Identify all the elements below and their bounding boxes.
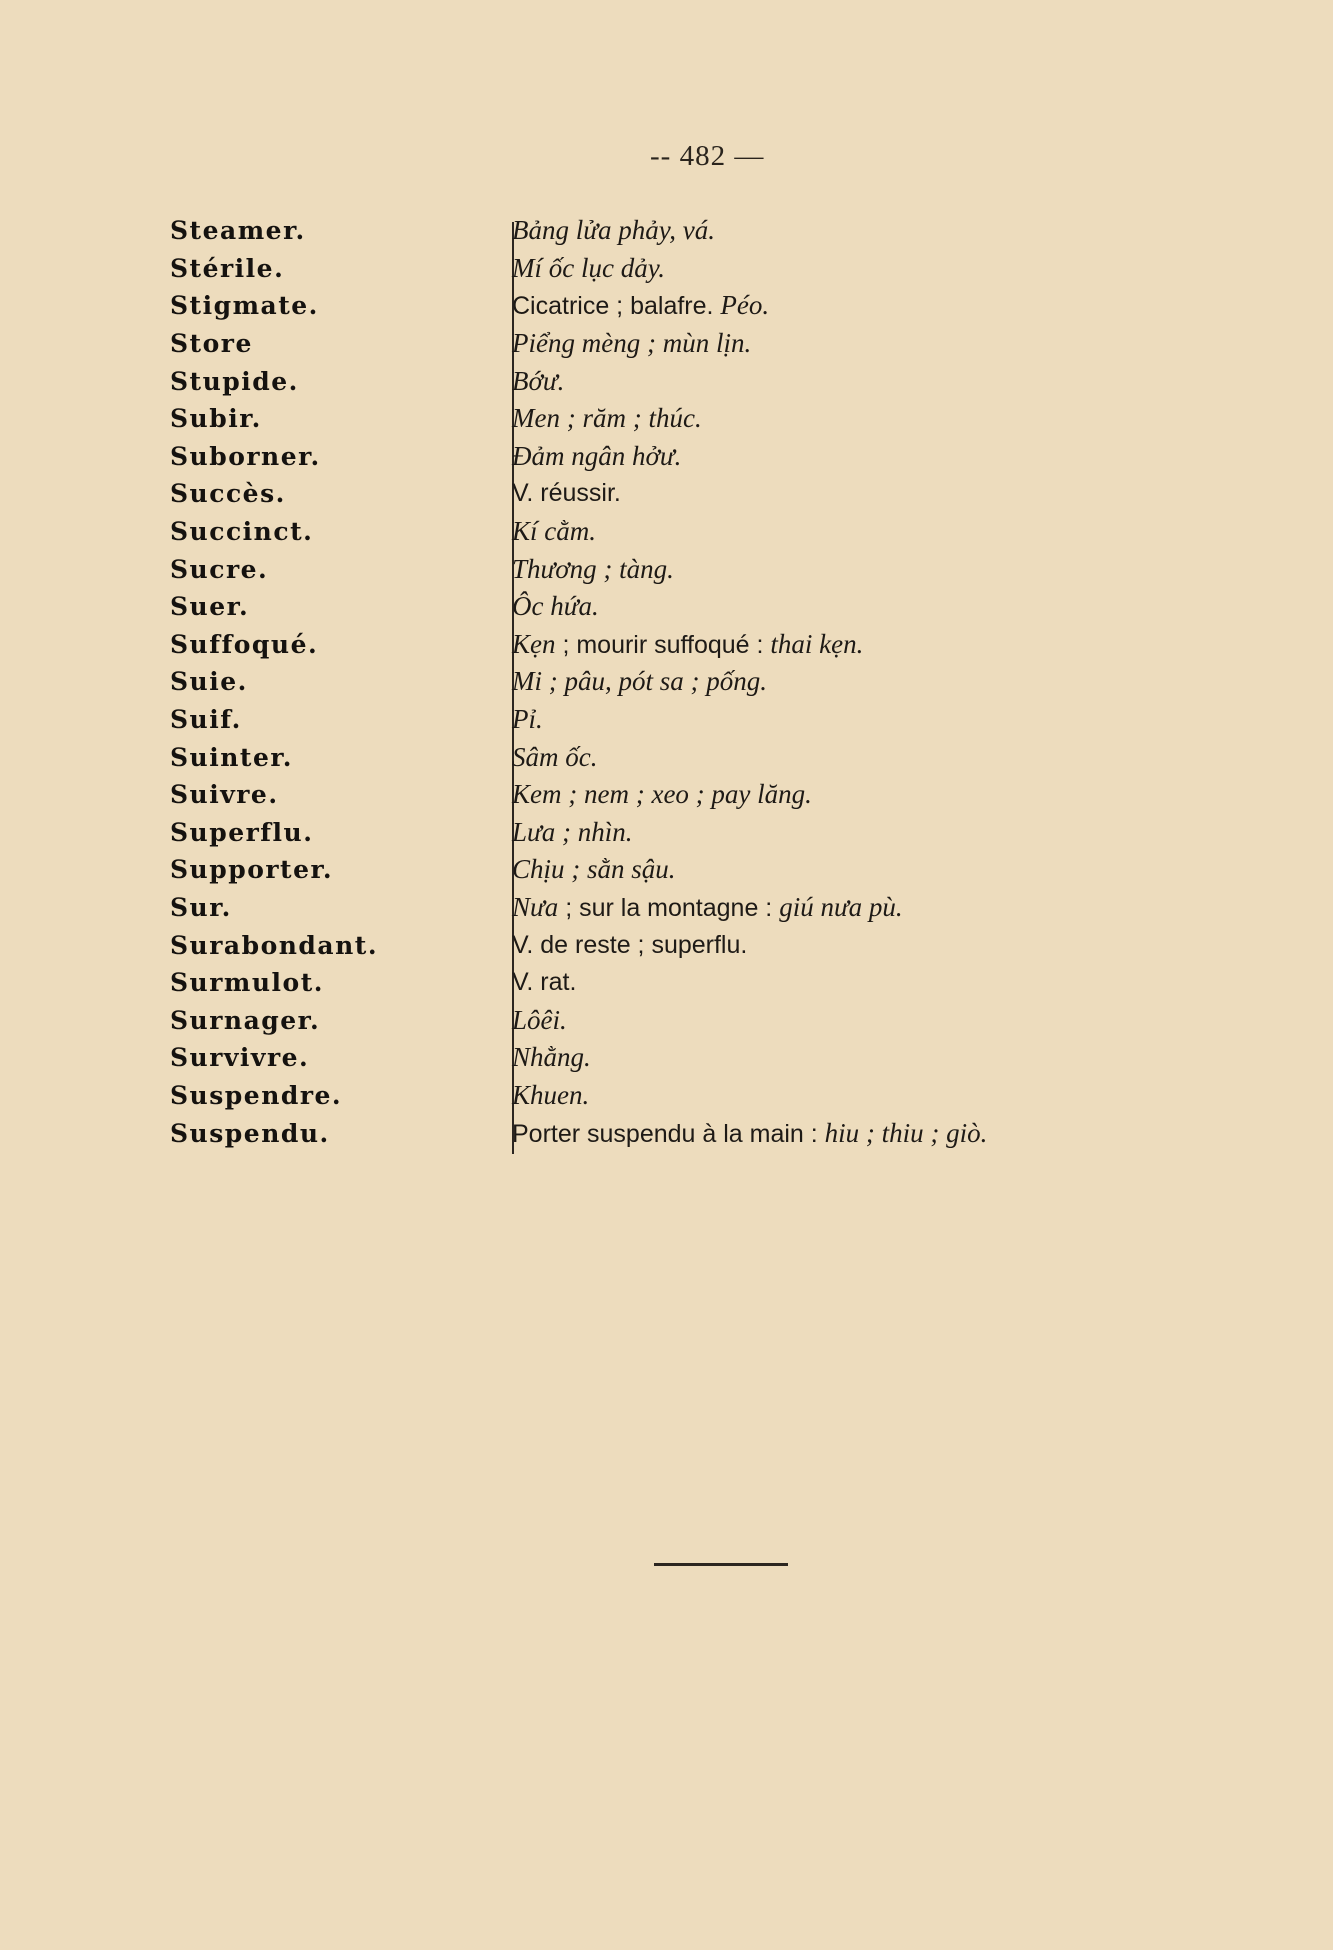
entry-headword: Sur.: [170, 892, 232, 922]
entry-definition: [512, 1118, 987, 1149]
entry-headword: Surabondant.: [170, 930, 379, 960]
definition-translation: Péo.: [720, 290, 770, 321]
entry-definition: [512, 1005, 567, 1036]
entry-definition: [512, 629, 863, 660]
dictionary-entry: [170, 926, 1170, 964]
dictionary-entry: [170, 1039, 1170, 1077]
entry-headword: Suborner.: [170, 441, 321, 471]
entry-definition: [512, 968, 576, 997]
entry-definition: [512, 854, 676, 885]
dictionary-entry: [170, 738, 1170, 776]
dictionary-entry: [170, 438, 1170, 476]
entry-headword: Succinct.: [170, 517, 314, 547]
dictionary-entry: [170, 663, 1170, 701]
entry-definition: [512, 215, 715, 246]
definition-translation: Bảng lửa phảy, vá.: [512, 215, 715, 246]
dictionary-entry: [170, 814, 1170, 852]
dictionary-entries: [170, 212, 1170, 1152]
dictionary-entry: [170, 1114, 1170, 1152]
entry-definition: [512, 1080, 589, 1111]
entry-headword: Suie.: [170, 667, 248, 697]
definition-text: Cicatrice ; balafre.: [512, 292, 721, 321]
dictionary-entry: [170, 889, 1170, 927]
entry-definition: [512, 666, 767, 697]
definition-translation: Mí ốc lục dảy.: [512, 252, 665, 283]
entry-definition: [512, 931, 747, 960]
entry-definition: [512, 366, 564, 397]
definition-translation: Đảm ngân hởư.: [512, 440, 682, 471]
dictionary-entry: [170, 325, 1170, 363]
dictionary-entry: [170, 1077, 1170, 1115]
definition-translation: giú nưa pù.: [779, 891, 903, 922]
entry-headword: Sucre.: [170, 554, 269, 584]
dictionary-entry: [170, 964, 1170, 1002]
dictionary-entry: [170, 475, 1170, 513]
dictionary-entry: [170, 250, 1170, 288]
entry-headword: Suif.: [170, 705, 242, 735]
dictionary-entry: [170, 1001, 1170, 1039]
definition-text: V. rat.: [512, 968, 577, 997]
entry-headword: Stigmate.: [170, 291, 319, 321]
definition-translation: Kem ; nem ; xeo ; pay lăng.: [512, 779, 812, 810]
entry-headword: Succès.: [170, 479, 286, 509]
definition-translation: Sâm ốc.: [512, 741, 598, 772]
entry-headword: Suspendre.: [170, 1080, 343, 1110]
definition-text: ; mourir suffoqué :: [555, 630, 771, 659]
entry-headword: Surmulot.: [170, 968, 324, 998]
dictionary-entry: [170, 287, 1170, 325]
dictionary-entry: [170, 851, 1170, 889]
entry-definition: [512, 441, 681, 472]
entry-headword: Suivre.: [170, 780, 279, 810]
entry-headword: Store: [170, 329, 253, 359]
definition-translation: Lưa ; nhìn.: [512, 816, 633, 847]
entry-headword: Subir.: [170, 404, 262, 434]
definition-translation: Men ; răm ; thúc.: [512, 403, 702, 434]
entry-headword: Suinter.: [170, 742, 293, 772]
definition-translation: hiu ; thiu ; giò.: [824, 1117, 988, 1148]
entry-headword: Suer.: [170, 592, 250, 622]
definition-translation: Nhằng.: [512, 1042, 591, 1073]
definition-text: ; sur la montagne :: [558, 893, 780, 922]
entry-definition: [512, 742, 597, 773]
definition-translation: Chịu ; sằn sậu.: [512, 854, 676, 885]
entry-headword: Survivre.: [170, 1043, 310, 1073]
entry-definition: [512, 554, 674, 585]
entry-definition: [512, 328, 751, 359]
entry-definition: [512, 479, 621, 508]
dictionary-entry: [170, 362, 1170, 400]
entry-headword: Supporter.: [170, 855, 334, 885]
dictionary-entry: [170, 626, 1170, 664]
entry-definition: [512, 403, 702, 434]
definition-text: V. de reste ; superflu.: [512, 930, 748, 959]
entry-headword: Stérile.: [170, 253, 285, 283]
dictionary-entry: [170, 212, 1170, 250]
definition-translation: Mi ; pâu, pót sa ; pống.: [512, 666, 767, 697]
definition-text: Porter suspendu à la main :: [512, 1119, 825, 1148]
entry-definition: [512, 817, 633, 848]
entry-definition: [512, 892, 903, 923]
definition-translation: Ôc hứa.: [512, 591, 599, 622]
definition-translation: Khuen.: [512, 1079, 590, 1110]
definition-translation: Pỉ.: [512, 704, 543, 735]
entry-definition: [512, 253, 665, 284]
entry-definition: [512, 290, 769, 321]
dictionary-entry: [170, 513, 1170, 551]
entry-definition: [512, 1042, 591, 1073]
page-number: -- 482 —: [650, 140, 765, 172]
entry-headword: Stupide.: [170, 366, 299, 396]
definition-translation: Bớư.: [512, 365, 565, 396]
entry-headword: Suspendu.: [170, 1118, 330, 1148]
entry-definition: [512, 779, 812, 810]
definition-translation: Thương ; tàng.: [512, 553, 674, 584]
definition-text: V. réussir.: [512, 479, 621, 508]
dictionary-entry: [170, 400, 1170, 438]
entry-definition: [512, 516, 596, 547]
definition-translation: Piểng mèng ; mùn lịn.: [512, 328, 752, 359]
definition-translation: Kẹn: [512, 628, 556, 659]
entry-headword: Surnager.: [170, 1005, 321, 1035]
dictionary-entry: [170, 776, 1170, 814]
entry-headword: Steamer.: [170, 216, 306, 246]
definition-translation: Nưa: [512, 891, 559, 922]
definition-translation: Kí cằm.: [512, 516, 596, 547]
entry-headword: Suffoqué.: [170, 629, 319, 659]
definition-translation: thai kẹn.: [770, 628, 864, 659]
definition-translation: Lôêi.: [512, 1004, 567, 1035]
entry-definition: [512, 591, 599, 622]
dictionary-entry: [170, 701, 1170, 739]
dictionary-entry: [170, 550, 1170, 588]
end-rule: [654, 1563, 788, 1566]
dictionary-entry: [170, 588, 1170, 626]
entry-definition: [512, 704, 543, 735]
entry-headword: Superflu.: [170, 817, 314, 847]
